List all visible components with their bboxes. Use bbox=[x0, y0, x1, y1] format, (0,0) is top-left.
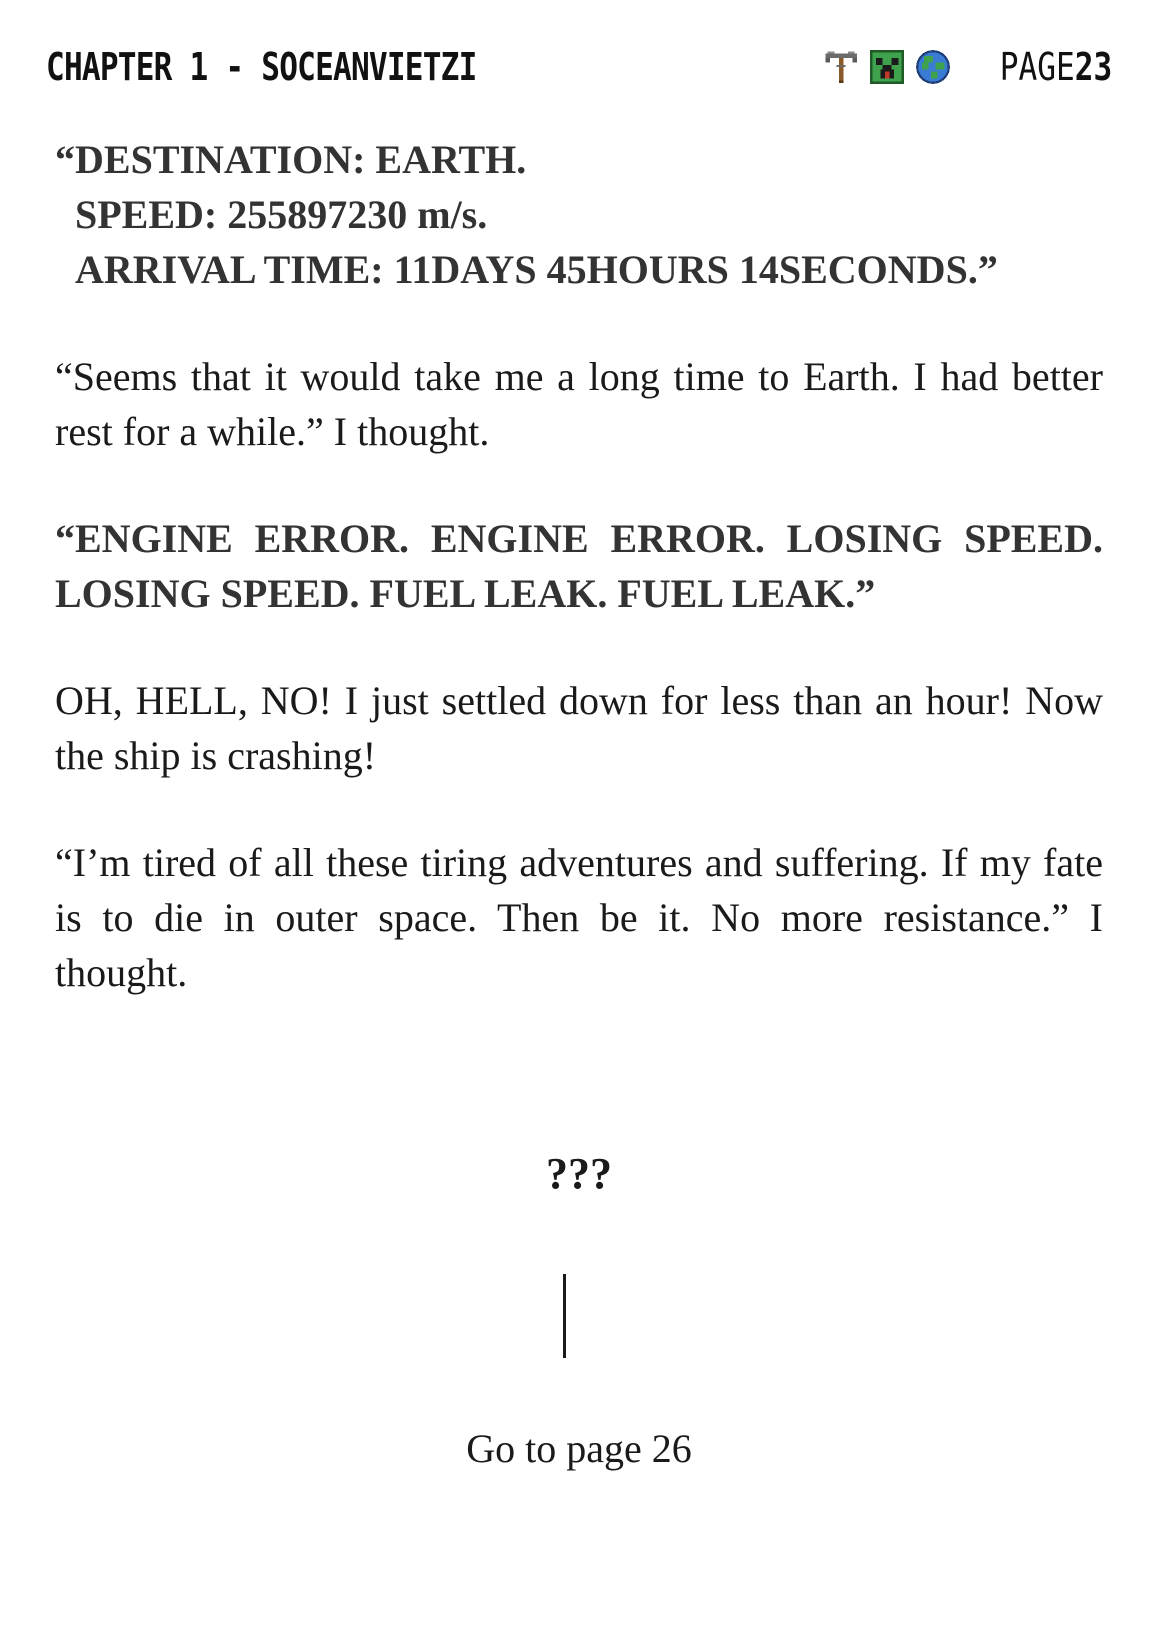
paragraph-no-more-resistance: “I’m tired of all these tiring adventures and suffering. If my fate is to die in outer space. Then be it. No more resistance.” I thought. bbox=[55, 840, 1103, 995]
story-content bbox=[55, 132, 1103, 1000]
creeper-icon bbox=[869, 49, 905, 85]
page-label: PAGE bbox=[999, 45, 1075, 89]
chapter-title: CHAPTER 1 - SOCEANVIETZI bbox=[46, 45, 477, 89]
page-header bbox=[46, 40, 1112, 94]
paragraph-ship-crashing: OH, HELL, NO! I just settled down for less than an hour! Now the ship is crashing! bbox=[55, 678, 1103, 778]
goto-page-link[interactable]: Go to page 26 bbox=[466, 1426, 692, 1471]
question-marks: ??? bbox=[546, 1149, 612, 1198]
page-number: 23 bbox=[1074, 45, 1112, 89]
speed-line: SPEED: 255897230 m/s. bbox=[75, 192, 488, 237]
pickaxe-icon bbox=[823, 49, 859, 85]
destination-line: “DESTINATION: EARTH. bbox=[55, 137, 527, 182]
globe-icon bbox=[915, 49, 951, 85]
page-indicator bbox=[999, 45, 1112, 89]
arrival-time-line: ARRIVAL TIME: 11DAYS 45HOURS 14SECONDS.” bbox=[75, 247, 998, 292]
system-message-engine-error: “ENGINE ERROR. ENGINE ERROR. LOSING SPEED. LOSING SPEED. FUEL LEAK. FUEL LEAK.” bbox=[55, 516, 1103, 616]
header-right bbox=[823, 45, 1112, 89]
connector-line bbox=[563, 1274, 566, 1358]
paragraph-rest-thought: “Seems that it would take me a long time to Earth. I had better rest for a while.” I thought. bbox=[55, 354, 1103, 454]
system-message-navigation bbox=[55, 132, 1103, 297]
